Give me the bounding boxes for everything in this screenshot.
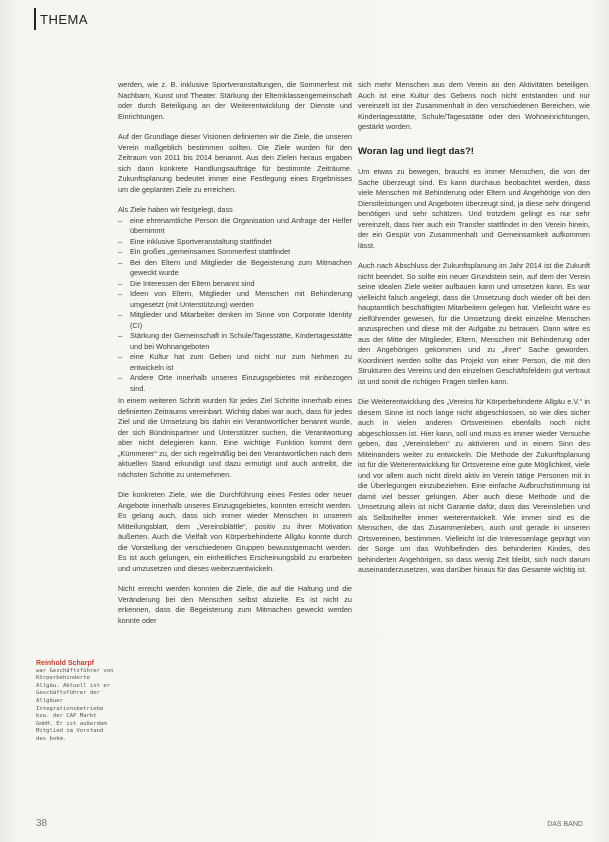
author-bio: war Geschäftsführer von Körperbehinderte Allgäu. Aktuell ist er Geschäftsführer der Allgäuer Integrationsbetriebe bzw. der CAP Markt GmbH. Er ist außerdem Mitglied im Vorstand des bvkm. [36,667,114,742]
paragraph: Die konkreten Ziele, wie die Durchführung eines Festes oder neuer Angebote innerhalb unseres Einzugsgebietes, konnten erreicht werden. Es gelang auch, dass sich immer wieder Menschen in unserem Mitteilungsblatt, dem „Vereinsblättle“, positiv zu ihrer Motivation äußerten. Auch die Vielfalt von Körperbehinderte Allgäu konnte durch die Vorstellung der verschiedenen Gruppen bewusstgemacht werden. Es ist auch gelungen, ein einheitliches Erscheinungsbild zu erarbeiten und umzusetzen und dieses weiterzuentwickeln. [118,490,352,573]
left-column [118,80,352,636]
author-name: Reinhold Scharpf [36,660,94,667]
paragraph: In einem weiteren Schritt wurden für jedes Ziel Schritte innerhalb eines definierten Zeitraums vereinbart. Wichtig dabei war auch, dass für jedes Ziel und die Umsetzung bis dahin ein Verantwortlicher benannt wurde, der sich Bündnispartner und Unterstützer suchen, die Verantwortung aber nicht delegieren kann. Eine wichtige Funktion kommt dem „Kümmerer“ zu, der sich regelmäßig bei den Verantwortlichen nach dem aktuellen Stand erkundigt und dazu ermutigt und auch antreibt, die nächsten Schritte zu unternehmen. [118,396,352,479]
paragraph: werden, wie z. B. inklusive Sportveranstaltungen, die Sommerfest mit Nachbarn, Kunst und Theater. Stärkung der Elternklassengemeinschaft oder durch Beteiligung an der Weiterentwicklung der Dienste und Einrichtungen. [118,80,352,121]
paragraph: Die Weiterentwicklung des „Vereins für Körperbehinderte Allgäu e.V.“ in diesem Sinne ist noch lange nicht abgeschlossen, so wie dies sicher auch in vielen anderen Ortsvereinen ebenfalls noch nicht abgeschlossen ist. Hier kann, soll und muss es immer wieder Versuche geben, das „Vereinsleben“ zu aktivieren und in einem Sinn des Miteinanders weiter zu entwickeln. Die Methode der Zukunftsplanung ist für die Weiterentwicklung für Ortsvereine eine gute Möglichkeit, viele und vor allem auch nicht direkt aktiv im Verein tätige Personen mit in die Überlegungen einzubeziehen. Eine einfache Aufbruchstimmung ist damit viel besser gelungen. Aber auch diese Methode und die Umsetzung allein ist nicht Garantie dafür, dass das Vereinsleben und als Selbsthelfer immer weiterentwickelt. Wie immer sind es die Menschen, die das Zusammenleben, auch und gerade in unseren Ortsvereinen, bestimmen. Vielleicht ist die Interessenlage geprägt von der Sorge um das Wohlbefinden des behinderten Kindes, des behinderten Angehörigen, so dass wenig Zeit bleibt, sich noch darum auseinanderzusetzen, was darüber hinaus für das Gesamte wichtig ist. [358,397,590,574]
list-item: – eine ehrenamtliche Person die Organisation und Anfrage der Helfer übernimmt [118,216,352,237]
paragraph: Um etwas zu bewegen, braucht es immer Menschen, die von der Sache überzeugt sind. Es kann durchaus beobachtet werden, dass viele Menschen mit Behinderung oder Eltern und Angehörige von den Dienstleistungen und Angeboten überzeugt sind, ja diese sehr dringend benötigen und sehr schätzen. Und trotzdem gelingt es nur sehr vereinzelt, dass hier auch ein Transfer stattfindet in den Verein hinein, der ein Gespür von Zusammenhalt und Gemeinsamkeit aufkommen lässt. [358,167,590,250]
list-item: – Ein großes „gemeinsames Sommerfest stattfindet [118,247,352,258]
list-item: – Eine inklusive Sportveranstaltung stattfindet [118,237,352,248]
magazine-name: DAS BAND [547,821,583,828]
list-item: – Stärkung der Gemeinschaft in Schule/Tagesstätte, Kindertagesstätte und bei Wohnangeboten [118,331,352,352]
paragraph: Nicht erreicht werden konnten die Ziele, die auf die Haltung und die Veränderung bei den Menschen selbst abzielte. Es ist nicht zu erkennen, dass die Begeisterung zum Mitmachen geweckt werden konnte oder [118,584,352,625]
subheading: Woran lag und liegt das?! [358,145,474,157]
author-box [36,660,114,744]
right-column [358,80,590,586]
page-number: 38 [36,818,48,829]
paragraph: Auf der Grundlage dieser Visionen definierten wir die Ziele, die unseren Verein maßgeblich bestimmen sollten. Die Ziele wurden für den Zeitraum von 2011 bis 2014 benannt. Aus den Zielen heraus ergaben sich dann konkrete Handlungsaufträge für bestimmte Zeiträume. Zukunftsplanung bedeutet immer eine Festlegung eines Ergebnisses um die geplanten Ziele zu erreichen. [118,132,352,194]
paragraph: Auch nach Abschluss der Zukunftsplanung im Jahr 2014 ist die Zukunft nicht beendet. So sollte ein neuer Grundstein sein, auf dem der Verein seine idealen Ziele weiter aufbauen kann und umsetzen kann. Es war vielleicht falsch angelegt, dass die Umsetzung doch wieder oft bei den hauptamtlich beschäftigten Mitarbeitern gelegen hat. Vielleicht wäre es zielführender gewesen, für die Umsetzung direkt einzelne Menschen anzusprechen und diese mit der Aufgabe zu betrauen. Dann wäre es aus der Mitte der Mitglieder, Eltern, Menschen mit Behinderung oder den Angehörigen gekommen und zu „ihrer“ Sache geworden. Koordiniert werden sollte das Projekt von einer Person, die mit den Strukturen des Vereins und den einzelnen Geschäftsfeldern gut vertraut ist und somit die richtigen Fragen stellen kann. [358,261,590,386]
section-label: THEMA [40,12,88,27]
list-item: – Bei den Eltern und Mitglieder die Begeisterung zum Mitmachen geweckt wurde [118,258,352,279]
list-item: – Die Interessen der Eltern benannt sind [118,279,352,290]
list-item: – eine Kultur hat zum Geben und nicht nur zum Nehmen zu entwickeln ist [118,352,352,373]
list-item: – Andere Orte innerhalb unseres Einzugsgebietes mit einbezogen sind. [118,373,352,394]
list-item: – Ideen von Eltern, Mitglieder und Menschen mit Behinderung umgesetzt (mit Unterstützung) werden [118,289,352,310]
paragraph: sich mehr Menschen aus dem Verein an den Aktivitäten beteiligen. Auch ist eine Kultur des Gebens noch nicht entstanden und nur vereinzelt ist der Zusammenhalt in den verschiedenen Bereichen, wie Kindertagesstätte, Schule/Tagesstätte oder den Wohneinrichtungen, gestärkt worden. [358,80,590,131]
list-item: – Mitglieder und Mitarbeiter denken im Sinne von Corporate Identity (CI) [118,310,352,331]
list-intro: Als Ziele haben wir festgelegt, dass [118,205,233,214]
goals-list [118,216,352,395]
